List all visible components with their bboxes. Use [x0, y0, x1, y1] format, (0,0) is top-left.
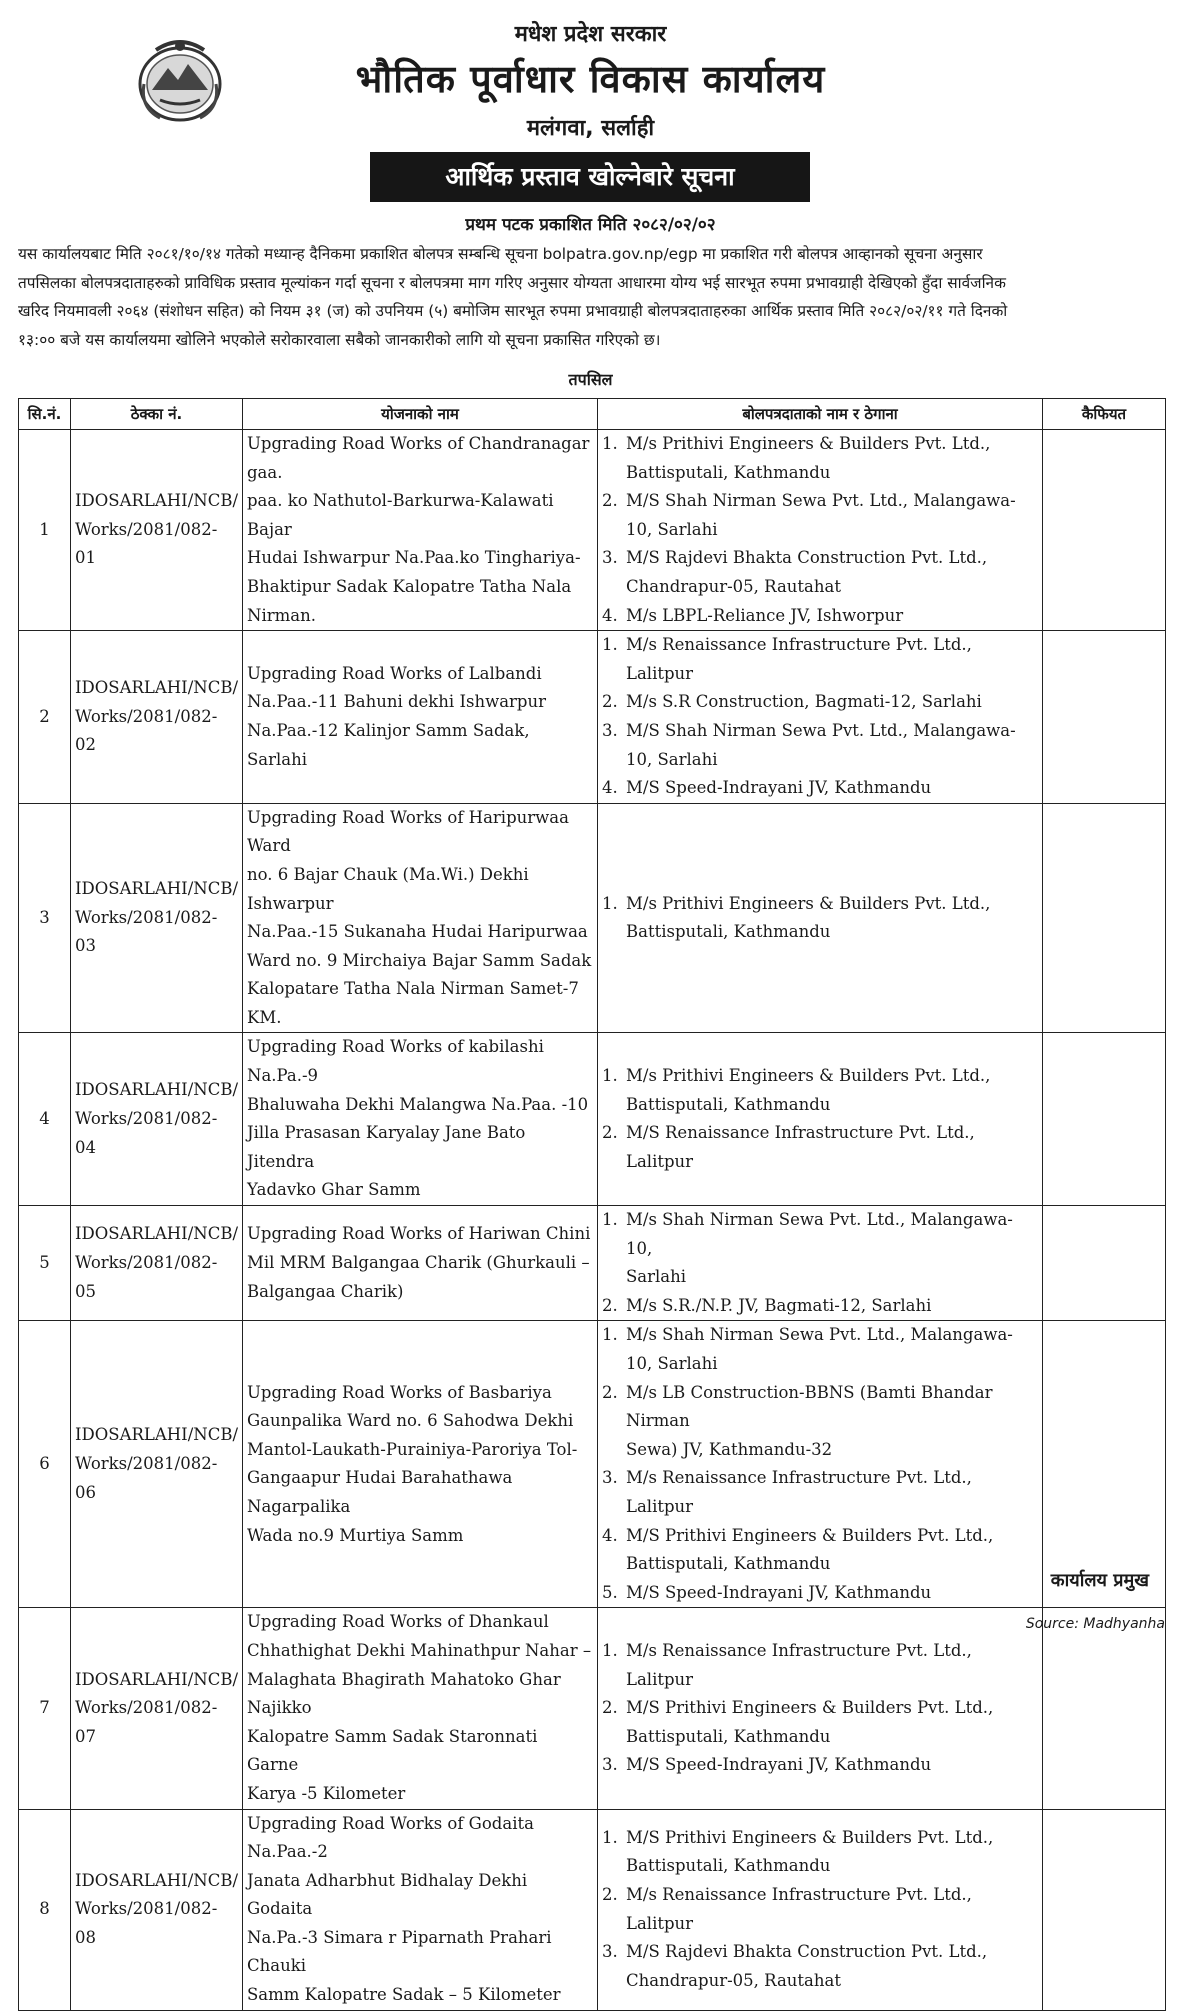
bidder-name — [626, 688, 1038, 717]
bidder-line: Battisputali, Kathmandu — [626, 1094, 831, 1114]
bidder-number: 1. — [602, 1640, 618, 1660]
remarks-cell — [1043, 1321, 1166, 1608]
bidder-number: 1. — [602, 1210, 618, 1230]
bidder-name — [626, 1824, 1038, 1881]
project-name-line: Ward no. 9 Mirchaiya Bajar Samm Sadak — [247, 950, 592, 970]
remarks-cell — [1043, 803, 1166, 1033]
table-row — [19, 1608, 1166, 1809]
project-name-line: Upgrading Road Works of Basbariya — [247, 1382, 552, 1402]
bidder-number: 2. — [602, 1382, 618, 1402]
bidder-item — [602, 1579, 1038, 1608]
bidders-cell — [598, 430, 1043, 631]
serial-cell: 6 — [19, 1321, 71, 1608]
bidder-line: M/S Speed-Indrayani JV, Kathmandu — [626, 1755, 932, 1775]
project-name-line: Na.Pa.-3 Simara r Piparnath Prahari Chauki — [247, 1927, 552, 1976]
bidder-list — [602, 1062, 1038, 1176]
project-name-line: Karya -5 Kilometer — [247, 1783, 406, 1803]
bidder-item — [602, 890, 1038, 947]
serial-cell: 3 — [19, 803, 71, 1033]
serial-cell: 8 — [19, 1809, 71, 2010]
bidder-name — [626, 1938, 1038, 1995]
bidder-number: 3. — [602, 1755, 618, 1775]
bidder-list — [602, 631, 1038, 803]
project-name-line: Kalopatare Tatha Nala Nirman Samet-7 KM. — [247, 979, 579, 1027]
contract-no-cell — [71, 1608, 243, 1809]
bidder-line: M/S Shah Nirman Sewa Pvt. Ltd., Malangawa-10, Sarlahi — [626, 491, 1016, 539]
project-name-line: Upgrading Road Works of Godaita Na.Paa.-2 — [247, 1813, 534, 1862]
project-name-cell — [243, 1206, 598, 1321]
bidder-line: M/S Shah Nirman Sewa Pvt. Ltd., Malangawa-10, Sarlahi — [626, 720, 1016, 769]
bidder-line: M/s Prithivi Engineers & Builders Pvt. Ltd., — [626, 1066, 991, 1086]
bidder-line: M/s Prithivi Engineers & Builders Pvt. Ltd., — [626, 893, 991, 913]
bidder-line: M/s Shah Nirman Sewa Pvt. Ltd., Malangawa-10, Sarlahi — [626, 1325, 1013, 1373]
serial-cell: 7 — [19, 1608, 71, 1809]
table-row — [19, 631, 1166, 804]
bidders-table — [18, 398, 1166, 2011]
bidder-number: 2. — [602, 491, 618, 511]
bidder-item — [602, 544, 1038, 601]
bidder-item — [602, 774, 1038, 803]
government-name: मधेश प्रदेश सरकार — [514, 22, 667, 47]
project-name-line: Bhaluwaha Dekhi Malangwa Na.Paa. -10 — [247, 1094, 589, 1114]
bidder-line: M/s LBPL-Reliance JV, Ishworpur — [626, 605, 904, 625]
bidder-list — [602, 1206, 1038, 1320]
remarks-cell — [1043, 1033, 1166, 1206]
bidder-item — [602, 1062, 1038, 1119]
bidder-number: 2. — [602, 1698, 618, 1718]
contract-no-cell — [71, 1033, 243, 1206]
bidder-item — [602, 1206, 1038, 1292]
project-name-line: Upgrading Road Works of Dhankaul — [247, 1612, 549, 1632]
intro-line: तपसिलका बोलपत्रदाताहरुको प्राविधिक प्रस्ताव मूल्यांकन गर्दा सूचना र बोलपत्रमा माग गरिए अनुसार योग्यता आधारमा योग्य भई सारभूत रुपमा प्रभावग्राही देखिएको हुँदा सार्वजनिक — [18, 273, 1006, 292]
bidder-line: M/s LB Construction-BBNS (Bamti Bhandar Nirman — [626, 1382, 993, 1431]
contract-no-line: IDOSARLAHI/NCB/ — [75, 1224, 239, 1244]
bidder-number: 1. — [602, 893, 618, 913]
bidder-number: 5. — [602, 1582, 618, 1602]
bidder-name — [626, 774, 1038, 803]
contract-no-line: Works/2081/082-08 — [75, 1899, 218, 1947]
contract-no-line: Works/2081/082-07 — [75, 1698, 218, 1746]
project-name-line: Mantol-Laukath-Purainiya-Paroriya Tol- — [247, 1439, 578, 1459]
project-name-cell — [243, 1608, 598, 1809]
bidder-name — [626, 544, 1038, 601]
bidder-item — [602, 1464, 1038, 1521]
project-name-line: Balgangaa Charik) — [247, 1281, 404, 1301]
contract-no-cell — [71, 430, 243, 631]
signatory: कार्यालय प्रमुख — [1050, 1570, 1149, 1591]
bidder-list — [602, 1824, 1038, 1996]
bidder-number: 3. — [602, 1468, 618, 1488]
bidder-item — [602, 1694, 1038, 1751]
bidder-number: 3. — [602, 1942, 618, 1962]
remarks-cell — [1043, 631, 1166, 804]
bidder-item — [602, 1379, 1038, 1465]
bidders-cell — [598, 631, 1043, 804]
bidders-cell — [598, 1033, 1043, 1206]
bidder-list — [602, 1321, 1038, 1607]
remarks-cell — [1043, 1206, 1166, 1321]
bidder-name — [626, 631, 1038, 688]
bidder-name — [626, 1637, 1038, 1694]
project-name-line: Samm Kalopatre Sadak – 5 Kilometer — [247, 1985, 561, 2005]
bidder-item — [602, 1119, 1038, 1176]
intro-line: यस कार्यालयबाट मिति २०८१/१०/१४ गतेको मध्यान्ह दैनिकमा प्रकाशित बोलपत्र सम्बन्धि सूचना bolpatra.gov.np/egp मा प्रकाशित गरी बोलपत्र आव्हानको सूचना अनुसार — [18, 245, 983, 263]
header-remarks: कैफियत — [1043, 399, 1166, 430]
bidder-line: M/S Rajdevi Bhakta Construction Pvt. Ltd., — [626, 548, 988, 568]
contract-no-line: IDOSARLAHI/NCB/ — [75, 1669, 239, 1689]
bidder-number: 1. — [602, 1325, 618, 1345]
bidder-number: 2. — [602, 1123, 618, 1143]
bidder-list — [602, 890, 1038, 947]
bidder-name — [626, 1522, 1038, 1579]
contract-no-line: Works/2081/082-01 — [75, 519, 218, 568]
project-name-line: Hudai Ishwarpur Na.Paa.ko Tinghariya- — [247, 548, 581, 568]
table-row — [19, 430, 1166, 631]
bidders-cell — [598, 1321, 1043, 1608]
contract-no-cell — [71, 1206, 243, 1321]
project-name-line: Malaghata Bhagirath Mahatoko Ghar Najikko — [247, 1669, 561, 1718]
bidder-line: M/S Prithivi Engineers & Builders Pvt. Ltd., — [626, 1827, 994, 1847]
bidder-name — [626, 1881, 1038, 1938]
bidder-number: 1. — [602, 635, 618, 655]
project-name-line: Gaunpalika Ward no. 6 Sahodwa Dekhi — [247, 1411, 574, 1431]
bidder-name — [626, 1321, 1038, 1378]
bidder-line: M/s S.R Construction, Bagmati-12, Sarlahi — [626, 692, 982, 712]
bidder-number: 3. — [602, 548, 618, 568]
bidder-name — [626, 890, 1038, 947]
project-name-line: Bhaktipur Sadak Kalopatre Tatha Nala — [247, 576, 572, 596]
bidder-name — [626, 1579, 1038, 1608]
bidder-name — [626, 487, 1038, 544]
bidder-line: Sewa) JV, Kathmandu-32 — [626, 1439, 833, 1459]
contract-no-line: IDOSARLAHI/NCB/ — [75, 1425, 239, 1445]
bidder-number: 4. — [602, 778, 618, 798]
bidder-line: M/S Prithivi Engineers & Builders Pvt. Ltd., — [626, 1525, 994, 1545]
contract-no-line: Works/2081/082-03 — [75, 907, 218, 956]
bidder-line: Battisputali, Kathmandu — [626, 1726, 831, 1746]
table-title: तपसिल — [568, 370, 613, 389]
bidder-line: M/s Renaissance Infrastructure Pvt. Ltd., Lalitpur — [626, 1884, 972, 1933]
bidder-item — [602, 1637, 1038, 1694]
bidder-number: 1. — [602, 434, 618, 453]
bidders-cell — [598, 1608, 1043, 1809]
bidder-item — [602, 1751, 1038, 1780]
bidder-item — [602, 717, 1038, 774]
bidder-item — [602, 1292, 1038, 1321]
header-project-name: योजनाको नाम — [243, 399, 598, 430]
bidder-line: M/S Rajdevi Bhakta Construction Pvt. Ltd., — [626, 1942, 988, 1962]
serial-cell: 2 — [19, 631, 71, 804]
project-name-line: Gangaapur Hudai Barahathawa Nagarpalika — [247, 1468, 513, 1516]
serial-cell: 4 — [19, 1033, 71, 1206]
project-name-line: Na.Paa.-11 Bahuni dekhi Ishwarpur — [247, 692, 546, 712]
bidder-line: M/s Prithivi Engineers & Builders Pvt. Ltd., — [626, 434, 991, 453]
bidder-line: M/S Speed-Indrayani JV, Kathmandu — [626, 1582, 932, 1602]
contract-no-line: Works/2081/082-02 — [75, 706, 218, 755]
remarks-cell — [1043, 1809, 1166, 2010]
project-name-cell — [243, 1321, 598, 1608]
bidders-cell — [598, 1809, 1043, 2010]
bidder-name — [626, 717, 1038, 774]
bidder-item — [602, 688, 1038, 717]
bidder-line: Battisputali, Kathmandu — [626, 462, 831, 482]
bidder-name — [626, 1119, 1038, 1176]
contract-no-line: Works/2081/082-04 — [75, 1108, 218, 1157]
bidder-number: 1. — [602, 1066, 618, 1086]
bidder-number: 1. — [602, 1827, 618, 1847]
header-serial: सि.नं. — [19, 399, 71, 430]
contract-no-line: Works/2081/082-05 — [75, 1252, 218, 1301]
bidder-list — [602, 1637, 1038, 1780]
contract-no-cell — [71, 1321, 243, 1608]
project-name-line: no. 6 Bajar Chauk (Ma.Wi.) Dekhi Ishwarpur — [247, 864, 529, 913]
bidder-name — [626, 1464, 1038, 1521]
project-name-cell — [243, 803, 598, 1033]
contract-no-line: IDOSARLAHI/NCB/ — [75, 1870, 239, 1890]
notice-title: आर्थिक प्रस्ताव खोल्नेबारे सूचना — [370, 152, 810, 202]
bidder-line: M/s Renaissance Infrastructure Pvt. Ltd., Lalitpur — [626, 635, 972, 683]
bidder-number: 2. — [602, 692, 618, 712]
project-name-line: Na.Paa.-12 Kalinjor Samm Sadak, Sarlahi — [247, 720, 530, 769]
bidder-item — [602, 631, 1038, 688]
remarks-cell — [1043, 1608, 1166, 1809]
office-name: भौतिक पूर्वाधार विकास कार्यालय — [355, 57, 826, 101]
contract-no-line: IDOSARLAHI/NCB/ — [75, 1080, 239, 1100]
bidder-number: 2. — [602, 1295, 618, 1315]
project-name-cell — [243, 430, 598, 631]
serial-cell: 5 — [19, 1206, 71, 1321]
bidder-line: M/S Speed-Indrayani JV, Kathmandu — [626, 778, 932, 798]
bidders-cell — [598, 803, 1043, 1033]
published-date: प्रथम पटक प्रकाशित मिति २०८२/०२/०२ — [465, 215, 716, 235]
bidder-item — [602, 602, 1038, 631]
bidder-number: 3. — [602, 720, 618, 740]
table-row — [19, 1321, 1166, 1608]
bidder-item — [602, 1321, 1038, 1378]
intro-line: खरिद नियमावली २०६४ (संशोधन सहित) को नियम ३१ (ज) को उपनियम (५) बमोजिम सारभूत रुपमा प्रभावग्राही बोलपत्रदाताहरुका आर्थिक प्रस्ताव मिति २०८२/०२/११ गते दिनको — [18, 302, 1008, 320]
project-name-line: Upgrading Road Works of Hariwan Chini — [247, 1224, 591, 1244]
project-name-line: Upgrading Road Works of kabilashi Na.Pa.-9 — [247, 1037, 544, 1086]
bidder-line: Sarlahi — [626, 1267, 687, 1287]
intro-paragraph — [18, 240, 1164, 354]
bidder-name — [626, 430, 1038, 487]
contract-no-line: IDOSARLAHI/NCB/ — [75, 491, 239, 511]
contract-no-cell — [71, 631, 243, 804]
bidder-name — [626, 1292, 1038, 1321]
bidder-line: Battisputali, Kathmandu — [626, 1554, 831, 1574]
bidder-line: Battisputali, Kathmandu — [626, 1856, 831, 1876]
table-row — [19, 1206, 1166, 1321]
table-row — [19, 1033, 1166, 1206]
bidders-cell — [598, 1206, 1043, 1321]
bidder-item — [602, 1522, 1038, 1579]
contract-no-cell — [71, 803, 243, 1033]
project-name-line: Janata Adharbhut Bidhalay Dekhi Godaita — [247, 1870, 528, 1919]
bidder-name — [626, 1062, 1038, 1119]
bidder-item — [602, 1824, 1038, 1881]
table-row — [19, 803, 1166, 1033]
project-name-line: Kalopatre Samm Sadak Staronnati Garne — [247, 1726, 538, 1775]
project-name-line: Upgrading Road Works of Lalbandi — [247, 663, 542, 683]
project-name-line: Nirman. — [247, 605, 316, 625]
bidder-item — [602, 487, 1038, 544]
contract-no-cell — [71, 1809, 243, 2010]
contract-no-line: IDOSARLAHI/NCB/ — [75, 678, 239, 698]
project-name-line: Mil MRM Balgangaa Charik (Ghurkauli – — [247, 1252, 590, 1272]
bidder-list — [602, 430, 1038, 630]
office-location: मलंगवा, सर्लाही — [526, 116, 655, 141]
project-name-line: paa. ko Nathutol-Barkurwa-Kalawati Bajar — [247, 491, 554, 539]
bidder-item — [602, 430, 1038, 487]
source-credit: Source: Madhyanha — [1025, 1616, 1165, 1632]
project-name-line: Yadavko Ghar Samm — [247, 1180, 421, 1200]
bidder-name — [626, 1751, 1038, 1780]
bidder-name — [626, 1379, 1038, 1465]
bidder-line: Battisputali, Kathmandu — [626, 922, 831, 942]
bidder-line: Chandrapur-05, Rautahat — [626, 1970, 841, 1990]
project-name-line: Upgrading Road Works of Chandranagar gaa. — [247, 434, 590, 482]
bidder-line: M/s Renaissance Infrastructure Pvt. Ltd., Lalitpur — [626, 1468, 972, 1516]
project-name-line: Upgrading Road Works of Haripurwaa Ward — [247, 807, 569, 856]
project-name-cell — [243, 1809, 598, 2010]
table-header-row — [19, 399, 1166, 430]
project-name-cell — [243, 1033, 598, 1206]
bidder-line: M/s Renaissance Infrastructure Pvt. Ltd., Lalitpur — [626, 1640, 972, 1689]
bidder-name — [626, 1206, 1038, 1292]
project-name-cell — [243, 631, 598, 804]
project-name-line: Jilla Prasasan Karyalay Jane Bato Jitendra — [247, 1123, 526, 1171]
bidder-name — [626, 1694, 1038, 1751]
bidder-line: Chandrapur-05, Rautahat — [626, 576, 841, 596]
table-row — [19, 1809, 1166, 2010]
intro-line: १३:०० बजे यस कार्यालयमा खोलिने भएकोले सरोकारवाला सबैको जानकारीको लागि यो सूचना प्रकासित गरिएको छ। — [18, 330, 661, 349]
bidder-line: M/s Shah Nirman Sewa Pvt. Ltd., Malangawa-10, — [626, 1210, 1013, 1258]
bidder-line: M/S Renaissance Infrastructure Pvt. Ltd., Lalitpur — [626, 1123, 975, 1171]
header-contract-no: ठेक्का नं. — [71, 399, 243, 430]
header-bidder-name: बोलपत्रदाताको नाम र ठेगाना — [598, 399, 1043, 430]
serial-cell: 1 — [19, 430, 71, 631]
project-name-line: Chhathighat Dekhi Mahinathpur Nahar – — [247, 1640, 592, 1660]
bidder-number: 2. — [602, 1884, 618, 1904]
bidder-line: M/s S.R./N.P. JV, Bagmati-12, Sarlahi — [626, 1295, 932, 1315]
bidder-number: 4. — [602, 1525, 618, 1545]
project-name-line: Wada no.9 Murtiya Samm — [247, 1525, 464, 1545]
bidder-line: M/S Prithivi Engineers & Builders Pvt. Ltd., — [626, 1698, 994, 1718]
bidder-number: 4. — [602, 605, 618, 625]
project-name-line: Na.Paa.-15 Sukanaha Hudai Haripurwaa — [247, 922, 588, 942]
bidder-name — [626, 602, 1038, 631]
contract-no-line: IDOSARLAHI/NCB/ — [75, 879, 239, 899]
remarks-cell — [1043, 430, 1166, 631]
bidder-item — [602, 1938, 1038, 1995]
contract-no-line: Works/2081/082-06 — [75, 1454, 218, 1502]
bidder-item — [602, 1881, 1038, 1938]
